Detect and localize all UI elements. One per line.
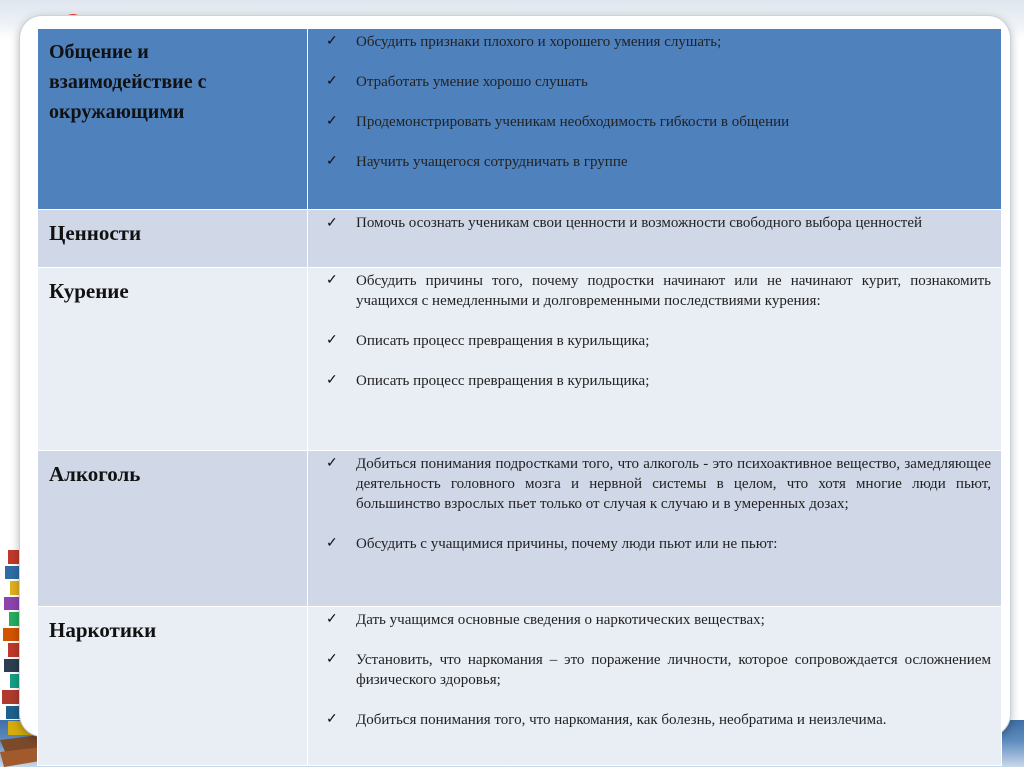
goal-text: Описать процесс превращения в курильщика; — [356, 333, 650, 349]
goals-cell — [308, 607, 1002, 766]
goal-text: Продемонстрировать ученикам необходимость гибкости в общении — [356, 114, 790, 130]
goal-text: Добиться понимания того, что наркомания, как болезнь, необратима и неизлечима. — [356, 712, 887, 728]
topic-cell: Наркотики — [38, 607, 308, 766]
goals-cell — [308, 268, 1002, 451]
table-row — [38, 268, 1002, 451]
table-row — [38, 29, 1002, 210]
check-icon: ✓ — [326, 34, 338, 49]
list-item — [322, 112, 991, 132]
goal-text: Обсудить причины того, почему подростки начинают или не начинают курит, познакомить учащихся с немедленными и долговременными последствиями курения: — [356, 273, 991, 309]
goals-list — [322, 213, 991, 234]
check-icon: ✓ — [326, 612, 338, 627]
topic-cell: Общение и взаимодействие с окружающими — [38, 29, 308, 210]
check-icon: ✓ — [326, 333, 338, 348]
list-item — [322, 271, 991, 311]
goals-list — [322, 32, 991, 172]
check-icon: ✓ — [326, 456, 338, 471]
check-icon: ✓ — [326, 273, 338, 288]
goal-text: Установить, что наркомания – это поражение личности, которое сопровождается осложнением физического здоровья; — [356, 652, 991, 688]
check-icon: ✓ — [326, 74, 338, 89]
goal-text: Помочь осознать ученикам свои ценности и возможности свободного выбора ценностей — [356, 215, 923, 231]
check-icon: ✓ — [326, 373, 338, 388]
table-row — [38, 210, 1002, 268]
goal-text: Обсудить с учащимися причины, почему люди пьют или не пьют: — [356, 536, 778, 552]
list-item — [322, 454, 991, 514]
goal-text: Обсудить признаки плохого и хорошего умения слушать; — [356, 34, 722, 50]
check-icon: ✓ — [326, 536, 338, 551]
list-item — [322, 534, 991, 554]
goals-list — [322, 271, 991, 391]
list-item — [322, 152, 991, 172]
check-icon: ✓ — [326, 114, 338, 129]
goals-list — [322, 454, 991, 554]
list-item — [322, 710, 991, 730]
goals-cell — [308, 451, 1002, 607]
table-row — [38, 607, 1002, 766]
check-icon: ✓ — [326, 652, 338, 667]
goal-text: Дать учащимся основные сведения о наркотических веществах; — [356, 612, 765, 628]
topic-cell: Ценности — [38, 210, 308, 268]
list-item — [322, 213, 991, 234]
list-item — [322, 32, 991, 52]
topic-cell: Курение — [38, 268, 308, 451]
topics-table — [37, 28, 1002, 766]
goals-cell — [308, 29, 1002, 210]
list-item — [322, 331, 991, 351]
goals-cell — [308, 210, 1002, 268]
list-item — [322, 610, 991, 630]
check-icon: ✓ — [326, 712, 338, 727]
list-item — [322, 650, 991, 690]
topic-cell: Алкоголь — [38, 451, 308, 607]
goal-text: Отработать умение хорошо слушать — [356, 74, 588, 90]
list-item — [322, 371, 991, 391]
goal-text: Добиться понимания подростками того, что алкоголь - это психоактивное вещество, замедляющее деятельность головного мозга и нервной системы в целом, что хотя многие люди пьют, большинство взрослых пьет только от случая к случаю и в умеренных дозах; — [356, 456, 991, 512]
goal-text: Описать процесс превращения в курильщика; — [356, 373, 650, 389]
table-row — [38, 451, 1002, 607]
list-item — [322, 72, 991, 92]
check-icon: ✓ — [326, 216, 338, 231]
check-icon: ✓ — [326, 154, 338, 169]
goals-list — [322, 610, 991, 730]
goal-text: Научить учащегося сотрудничать в группе — [356, 154, 628, 170]
